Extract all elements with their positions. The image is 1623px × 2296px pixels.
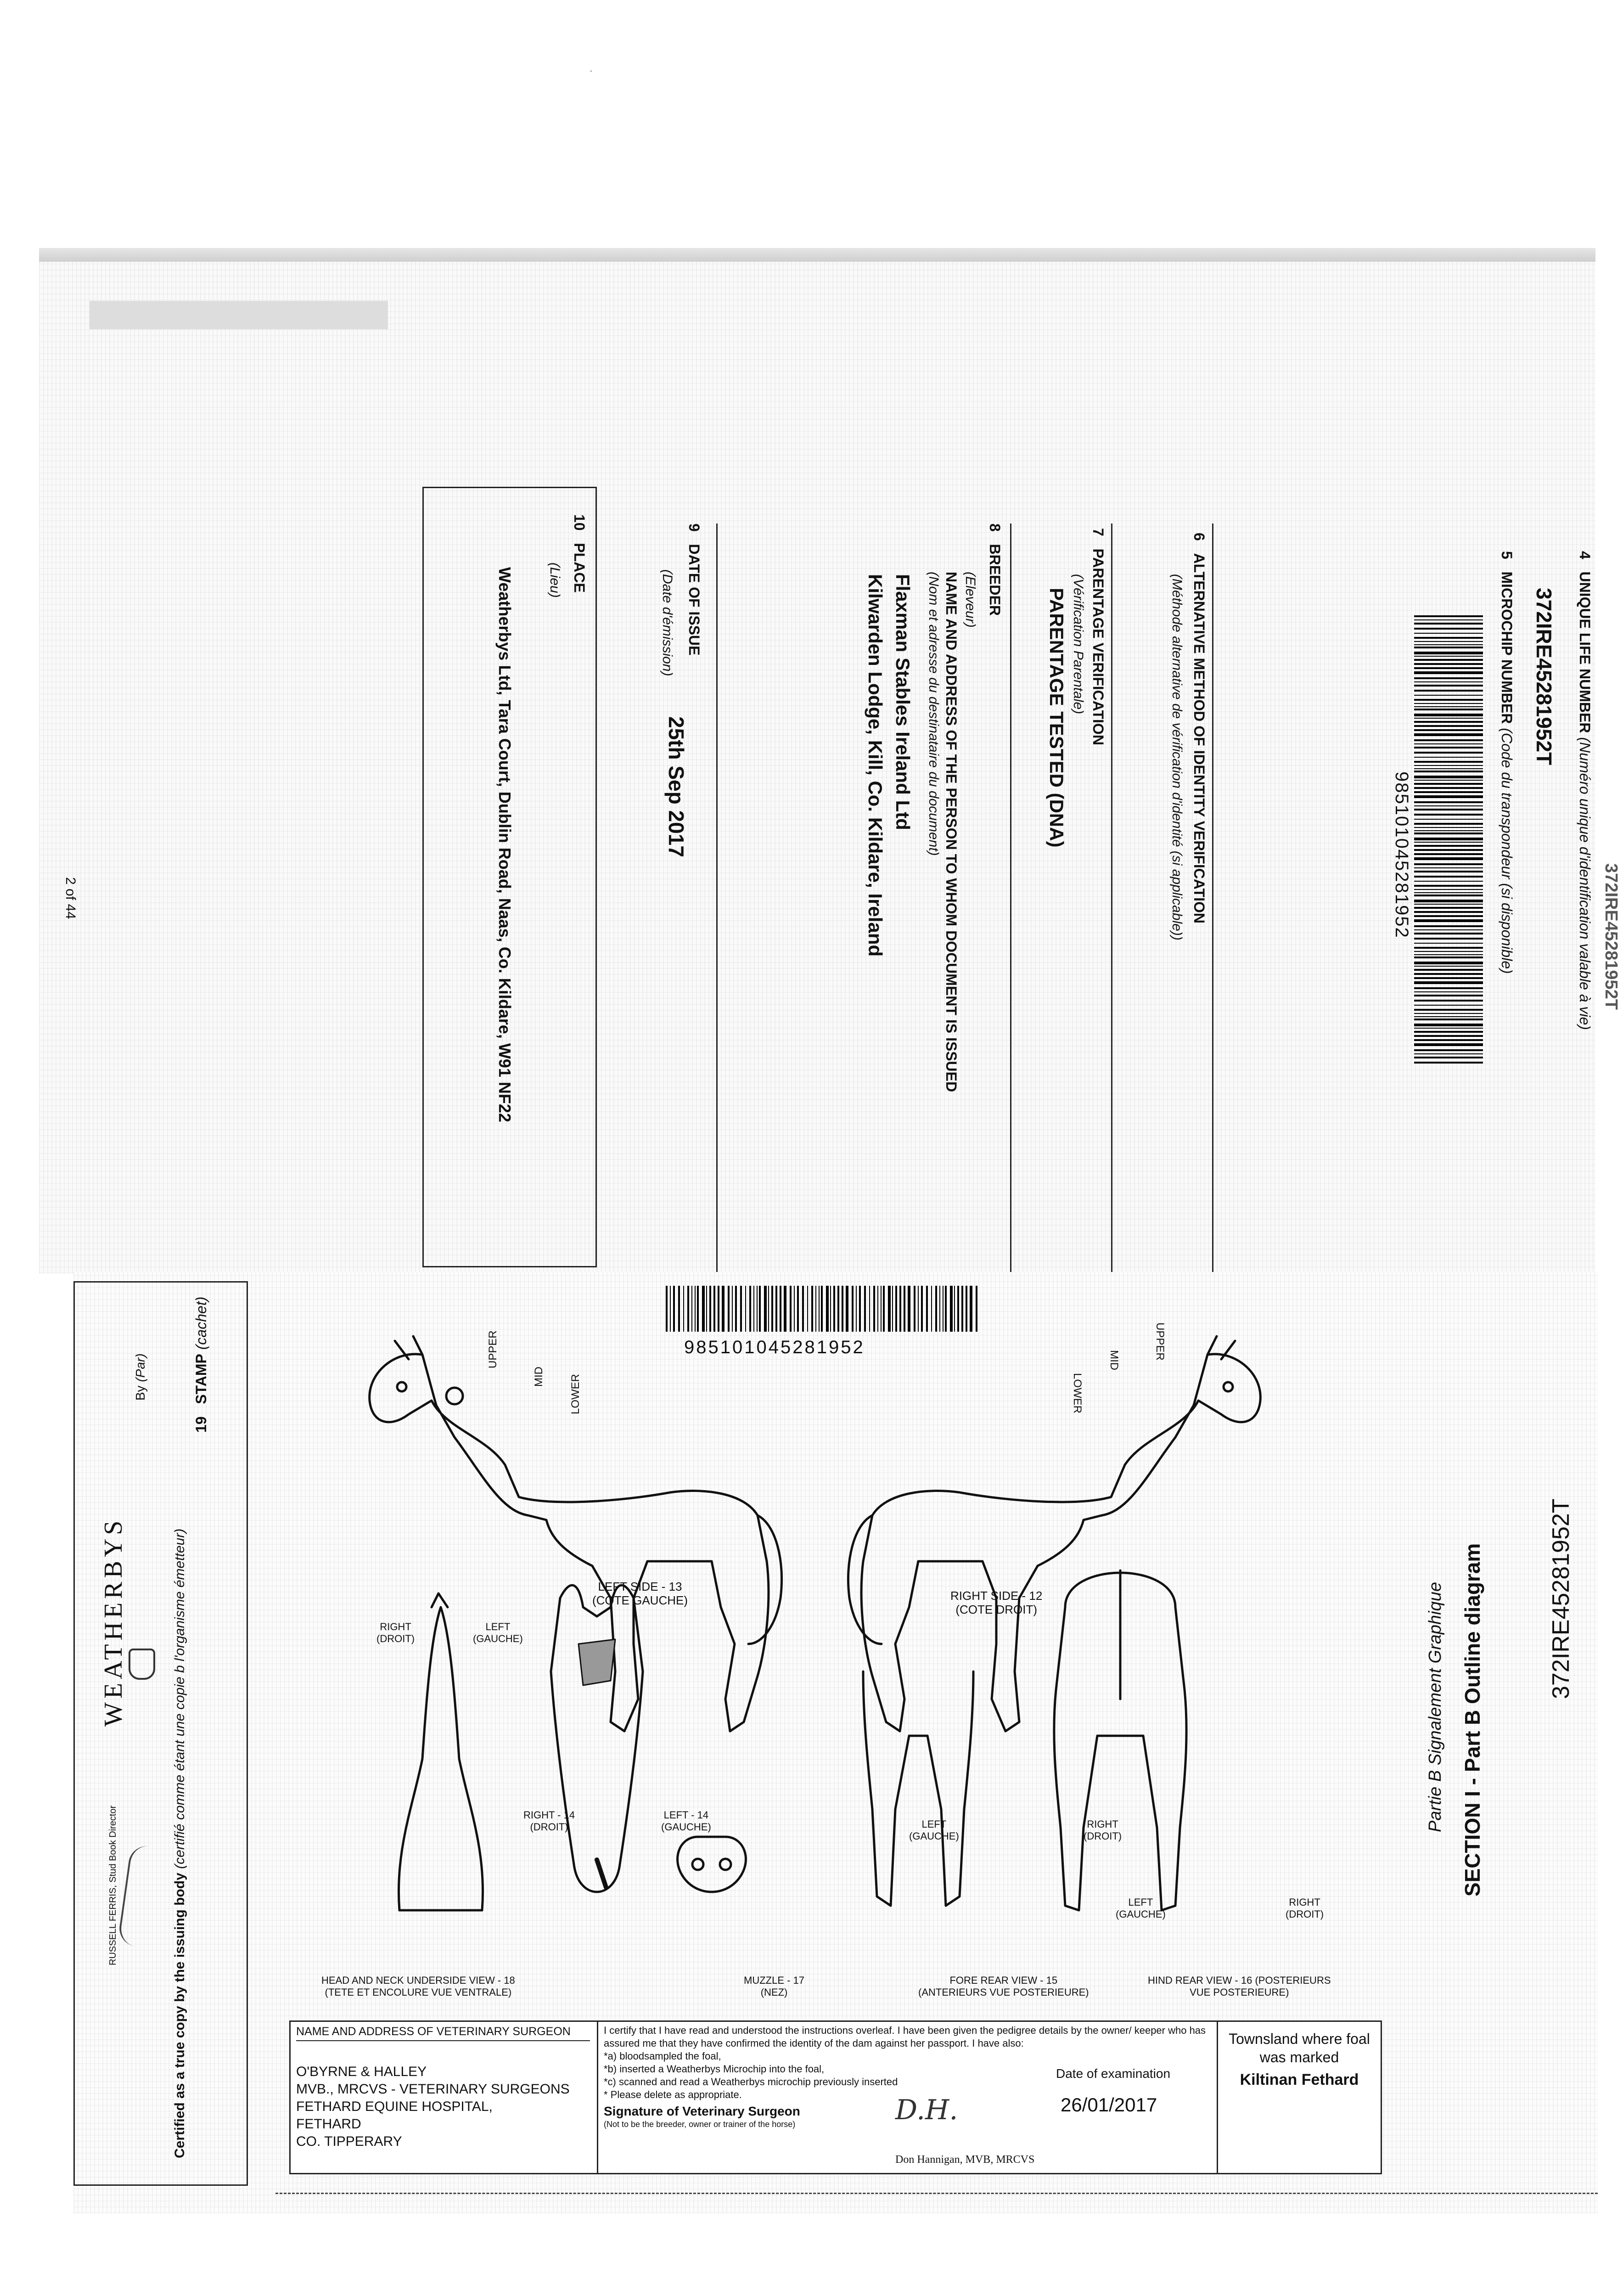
barcode-bar (1414, 987, 1483, 989)
field-9-sub: (Date d'émission) (660, 569, 675, 676)
head-left-fr: (GAUCHE) (661, 1821, 711, 1833)
stamp-certified-text: Certified as a true copy by the issuing body (172, 1873, 187, 2158)
field-10-place (571, 514, 588, 593)
stamp-certified (172, 1529, 188, 2158)
field-8-label: BREEDER (987, 544, 1003, 616)
label-upper-left: UPPER (487, 1330, 499, 1368)
vet-address-line-2: MVB., MRCVS - VETERINARY SURGEONS (296, 2082, 570, 2097)
barcode-bar (1414, 805, 1483, 806)
barcode-bar (1414, 845, 1483, 847)
barcode-bar (1414, 849, 1483, 851)
label-neck-under (321, 1975, 515, 1998)
label-head-left (661, 1809, 711, 1833)
barcode-bar (1414, 623, 1483, 625)
weatherbys-wordmark: WEATHERBYS (99, 1517, 128, 1727)
field-5-sub: (Code du transpondeur (si disponible) (1499, 728, 1515, 974)
vet-address-line-1: O'BYRNE & HALLEY (296, 2064, 427, 2079)
barcode-bar (1414, 919, 1483, 922)
muzzle-fr: (NEZ) (760, 1986, 788, 1998)
barcode-bar (1414, 951, 1483, 952)
barcode-bar (1414, 703, 1483, 704)
field-5-label: MICROCHIP NUMBER (1499, 571, 1515, 724)
label-fore-left (909, 1818, 959, 1842)
barcode-bar (1414, 733, 1483, 736)
barcode-bar (1414, 907, 1483, 909)
barcode-bar (1414, 783, 1483, 785)
stamp-by-fr: (Par) (133, 1353, 147, 1382)
label-mid-left: MID (533, 1367, 545, 1387)
barcode-bar (1414, 881, 1483, 882)
hind-right-fr: (DROIT) (1286, 1908, 1324, 1920)
field-5-value: 985101045281952 (1392, 771, 1412, 939)
neck-left: LEFT (485, 1621, 511, 1632)
barcode-bar (1414, 842, 1483, 843)
label-neck-left (473, 1621, 523, 1645)
barcode-bar (1414, 876, 1483, 878)
barcode-bar (1414, 699, 1483, 701)
barcode-bar (1414, 995, 1483, 996)
label-neck-right (376, 1621, 415, 1645)
barcode-bar (1414, 857, 1483, 860)
vet-name-label: NAME AND ADDRESS OF VETERINARY SURGEON (296, 2023, 590, 2041)
left-side-fr: (COTE GAUCHE) (592, 1593, 688, 1607)
field-4-sub: (Numéro unique d'identification valable à vie) (1577, 737, 1593, 1030)
field-4-num: 4 (1577, 551, 1593, 559)
label-lower-left: LOWER (569, 1373, 582, 1414)
barcode-bar (1414, 892, 1483, 893)
barcode-bar (1414, 1049, 1483, 1051)
barcode-bar (1414, 709, 1483, 710)
vet-option-b: *b) inserted a Weatherbys Microchip into the foal, (604, 2063, 825, 2075)
barcode-bar (1414, 690, 1483, 692)
townsland-label: Townsland where foal was marked (1229, 2031, 1370, 2065)
field-6-sub: (Méthode alternative de vérification d'identité (si applicable)) (1169, 574, 1185, 940)
barcode-bar (1414, 619, 1483, 620)
barcode-bar (1414, 863, 1483, 865)
barcode-bar (1414, 706, 1483, 707)
vet-signatory-name: Don Hannigan, MVB, MRCVS (895, 2154, 1035, 2166)
fore-left: LEFT (921, 1818, 947, 1830)
barcode-bar (1414, 943, 1483, 944)
barcode-bar (1414, 925, 1483, 927)
stamp-box (73, 1281, 248, 2186)
barcode-bar (1414, 889, 1483, 890)
vet-name-cell (296, 2023, 590, 2150)
field-9-label: DATE OF ISSUE (686, 544, 702, 656)
barcode-bar (1414, 969, 1483, 971)
field-6-label: ALTERNATIVE METHOD OF IDENTITY VERIFICATION (1191, 553, 1207, 923)
field-8-sub: (Eleveur) (963, 572, 978, 628)
neck-under-fr: (TETE ET ENCOLURE VUE VENTRALE) (325, 1986, 512, 1998)
stamp-label-fr: (cachet) (193, 1296, 209, 1350)
barcode-bar (1414, 656, 1483, 657)
field-7-value: PARENTAGE TESTED (DNA) (1046, 588, 1067, 848)
barcode-bar (1414, 1024, 1483, 1026)
barcode-bar (1414, 962, 1483, 964)
field-7-label: PARENTAGE VERIFICATION (1090, 548, 1106, 745)
head-front-view (551, 1585, 643, 1892)
barcode-bar (1414, 991, 1483, 992)
head-right-fr: (DROIT) (530, 1821, 568, 1833)
issued-to-label: NAME AND ADDRESS OF THE PERSON TO WHOM DOCUMENT IS ISSUED (943, 572, 960, 1092)
vet-date-value: 26/01/2017 (1061, 2094, 1157, 2116)
barcode-bar (1414, 814, 1483, 816)
barcode-bar (1414, 1016, 1483, 1017)
label-lower-right: LOWER (1071, 1373, 1084, 1414)
barcode-bar (1414, 795, 1483, 798)
fore-right: RIGHT (1087, 1818, 1118, 1830)
barcode-bar (1414, 929, 1483, 930)
barcode-bar (1414, 714, 1483, 716)
field-4-label: UNIQUE LIFE NUMBER (1577, 571, 1593, 733)
barcode-bar (1414, 1028, 1483, 1029)
barcode-bar (1414, 791, 1483, 793)
barcode-bar (1414, 900, 1483, 902)
barcode-bar (1414, 747, 1483, 748)
barcode-bar (1414, 1039, 1483, 1041)
field-4-value: 372IRE45281952T (1532, 588, 1556, 765)
barcode-bar (1414, 819, 1483, 820)
barcode-bar (1414, 1057, 1483, 1058)
barcode-bar (1414, 652, 1483, 654)
muzzle-view (678, 1837, 746, 1892)
field-5-num: 5 (1499, 551, 1515, 559)
label-mid-right: MID (1108, 1350, 1120, 1370)
barcode-bar (1414, 718, 1483, 719)
ule-header: 372IRE45281952T (1548, 1498, 1574, 1699)
barcode-bar (1414, 1053, 1483, 1054)
barcode-bar (1414, 933, 1483, 934)
field-6-alternative (1191, 533, 1207, 923)
barcode-bar (1414, 663, 1483, 665)
barcode-bar (1414, 957, 1483, 958)
neck-under-title: HEAD AND NECK UNDERSIDE VIEW - 18 (321, 1975, 515, 1986)
fore-rear-view (863, 1671, 973, 1906)
neck-right-fr: (DROIT) (376, 1633, 415, 1644)
hind-rear-view (1054, 1570, 1186, 1910)
label-head-right (523, 1809, 575, 1833)
vet-initials-signature: D.H. (895, 2094, 958, 2126)
barcode-bar (1414, 801, 1483, 803)
label-hind-right (1286, 1896, 1324, 1920)
barcode-bar (1414, 671, 1483, 674)
vet-address-line-5: CO. TIPPERARY (296, 2134, 402, 2149)
barcode-bar (1414, 615, 1483, 617)
barcode-bar (1414, 827, 1483, 828)
barcode-bar (1414, 677, 1483, 679)
barcode-bar (1414, 739, 1483, 741)
stamp-label: STAMP (193, 1354, 209, 1404)
label-right-side (950, 1589, 1042, 1616)
hind-right: RIGHT (1289, 1896, 1320, 1908)
barcode-bar (1414, 853, 1483, 855)
field-6-line (1212, 523, 1213, 1272)
barcode-bar (1414, 947, 1483, 949)
barcode-bar (1414, 830, 1483, 831)
field-4-unique-life-number (1576, 551, 1593, 1030)
vet-address-line-3: FETHARD EQUINE HOSPITAL, (296, 2099, 493, 2114)
hind-rear-fr: VUE POSTERIEURE) (1190, 1986, 1289, 1998)
barcode-bar (1414, 695, 1483, 696)
stray-mark: ' (590, 69, 592, 76)
neck-left-fr: (GAUCHE) (473, 1633, 523, 1644)
issued-to-name: Flaxman Stables Ireland Ltd (892, 574, 914, 830)
dashed-line (275, 2193, 1598, 2194)
barcode-bar (1414, 771, 1483, 772)
barcode-bar (1414, 1005, 1483, 1006)
barcode-bar (1414, 729, 1483, 731)
label-hind-rear (1148, 1975, 1331, 1998)
barcode-bar (1414, 838, 1483, 840)
vet-certify-text: I certify that I have read and understood the instructions overleaf. I have been given the pedigree details by the owner/ keeper who has assured me that they have confirmed the identity of the dam against her passport. I have also: (604, 2025, 1206, 2049)
fore-right-fr: (DROIT) (1084, 1830, 1122, 1842)
barcode-bar (1414, 633, 1483, 634)
barcode-bar (1414, 725, 1483, 727)
barcode-bar (1414, 1000, 1483, 1002)
field-5-microchip (1498, 551, 1515, 974)
barcode-bar (1414, 659, 1483, 661)
barcode-bar (1414, 1043, 1483, 1046)
weatherbys-signatory: RUSSELL FERRIS, Stud Book Director (108, 1805, 118, 1965)
barcode-bar (1414, 765, 1483, 766)
barcode-bar (1414, 895, 1483, 896)
barcode-bar (1414, 904, 1483, 905)
label-hind-left (1116, 1896, 1166, 1920)
field-8-num: 8 (987, 523, 1003, 532)
field-9-date (685, 523, 702, 655)
barcode-bar (1414, 977, 1483, 979)
vet-option-c: *c) scanned and read a Weatherbys microchip previously inserted (604, 2076, 898, 2088)
stamp-by-text: By (133, 1385, 147, 1401)
vet-date-label: Date of examination (1056, 2066, 1171, 2081)
barcode-bar (1414, 833, 1483, 834)
label-left-side (592, 1580, 688, 1607)
barcode-bar (1414, 823, 1483, 825)
page-number: 2 of 44 (63, 877, 78, 919)
townsland-cell (1224, 2030, 1375, 2089)
microchip-barcode (1414, 615, 1488, 1065)
barcode-bar (1414, 768, 1483, 769)
barcode-bar (1414, 1013, 1483, 1014)
field-10-sub: (Lieu) (547, 563, 562, 598)
field-9-line (716, 523, 718, 1272)
field-8-line (1010, 523, 1011, 1272)
barcode-bar (1414, 981, 1483, 984)
barcode-bar (1414, 1009, 1483, 1011)
barcode-bar (1414, 973, 1483, 975)
section-subtitle: Partie B Signalement Graphique (1426, 1582, 1445, 1832)
barcode-bar (1414, 1031, 1483, 1033)
field-7-sub: (Vérification Parentale) (1071, 574, 1086, 715)
barcode-bar (1414, 885, 1483, 887)
barcode-bar (1414, 911, 1483, 913)
stamp-certified-fr: (certifié comme étant une copie b l'organisme émetteur) (172, 1528, 187, 1869)
barcode-bar (1414, 938, 1483, 940)
right-side-title: RIGHT SIDE - 12 (950, 1589, 1043, 1603)
head-right-title: RIGHT - 14 (523, 1809, 575, 1821)
field-10-num: 10 (571, 514, 588, 531)
barcode-bar (1414, 644, 1483, 645)
vet-signature-note: (Not to be the breeder, owner or trainer of the horse) (604, 2120, 796, 2129)
field-10-value: Weatherbys Ltd, Tara Court, Dublin Road, Naas, Co. Kildare, W91 NF22 (495, 567, 514, 1122)
barcode-bar (1414, 647, 1483, 648)
barcode-bar (1414, 809, 1483, 810)
barcode-bar (1414, 871, 1483, 872)
field-7-line (1111, 523, 1112, 1272)
fore-rear-fr: (ANTERIEURS VUE POSTERIEURE) (918, 1986, 1089, 1998)
barcode-bar (1414, 1019, 1483, 1020)
muzzle-title: MUZZLE - 17 (744, 1975, 805, 1986)
barcode-bar (1414, 757, 1483, 758)
barcode-bar (1414, 681, 1483, 682)
label-muzzle (744, 1975, 804, 1998)
hind-left: LEFT (1128, 1896, 1153, 1908)
neck-right: RIGHT (380, 1621, 411, 1632)
left-side-title: LEFT SIDE - 13 (598, 1580, 682, 1593)
barcode-bar (1414, 776, 1483, 778)
barcode-bar (1414, 1035, 1483, 1037)
head-left-title: LEFT - 14 (663, 1809, 709, 1821)
field-7-parentage (1089, 528, 1106, 745)
barcode-bar (1414, 667, 1483, 669)
vet-delete-note: * Please delete as appropriate. (604, 2089, 742, 2100)
vet-divider-2 (1217, 2020, 1218, 2174)
stamp-heading (193, 1297, 210, 1433)
label-upper-right: UPPER (1154, 1322, 1166, 1361)
vet-address-line-4: FETHARD (296, 2116, 361, 2132)
barcode-bar (1414, 1062, 1483, 1064)
barcode-bar (1414, 637, 1483, 639)
right-side-fr: (COTE DROIT) (955, 1603, 1037, 1616)
upper-document-sheet (39, 257, 1595, 1273)
field-6-num: 6 (1191, 533, 1207, 541)
field-10-label: PLACE (571, 543, 588, 593)
vet-option-a: *a) bloodsampled the foal, (604, 2050, 721, 2062)
field-8-breeder (986, 523, 1003, 616)
fold-shadow (39, 248, 1595, 262)
label-fore-right (1084, 1818, 1122, 1842)
barcode-bar (1414, 628, 1483, 630)
issued-to-address: Kilwarden Lodge, Kill, Co. Kildare, Ireland (865, 574, 886, 957)
vet-signature-label: Signature of Veterinary Surgeon (604, 2104, 800, 2118)
hind-rear-title: HIND REAR VIEW - 16 (POSTERIEURS (1148, 1975, 1331, 1986)
barcode-number: 985101045281952 (684, 1337, 865, 1357)
field-7-num: 7 (1090, 528, 1106, 536)
barcode-bar (1414, 787, 1483, 789)
label-fore-rear (918, 1975, 1089, 1998)
fore-left-fr: (GAUCHE) (909, 1830, 959, 1842)
barcode-bar (1414, 966, 1483, 967)
issued-to-sub: (Nom et adresse du destinataire du document) (926, 572, 941, 856)
vet-divider (597, 2020, 598, 2174)
barcode-bar (1414, 685, 1483, 687)
field-4-cut-value: 372IRE45281952T (1601, 863, 1621, 1010)
barcode-bar (1414, 954, 1483, 955)
field-9-num: 9 (686, 523, 702, 532)
right-side-horse (848, 1336, 1260, 1731)
stamp-num: 19 (193, 1416, 209, 1433)
weatherbys-crest (129, 1649, 155, 1680)
stamp-by (133, 1353, 148, 1401)
section-title: SECTION I - Part B Outline diagram (1460, 1543, 1484, 1896)
grey-tab (90, 301, 388, 329)
fore-rear-title: FORE REAR VIEW - 15 (949, 1975, 1058, 1986)
barcode-bar (1414, 752, 1483, 754)
barcode-bar (1414, 915, 1483, 917)
barcode-bar (1414, 743, 1483, 744)
barcode-bar (1414, 721, 1483, 723)
hind-left-fr: (GAUCHE) (1116, 1908, 1166, 1920)
barcode-bar (1414, 867, 1483, 868)
barcode-bar (1414, 641, 1483, 642)
townsland-value: Kiltinan Fethard (1240, 2071, 1359, 2088)
barcode-bar (1414, 780, 1483, 781)
barcode-bar (1414, 761, 1483, 763)
field-9-value: 25th Sep 2017 (664, 716, 688, 857)
